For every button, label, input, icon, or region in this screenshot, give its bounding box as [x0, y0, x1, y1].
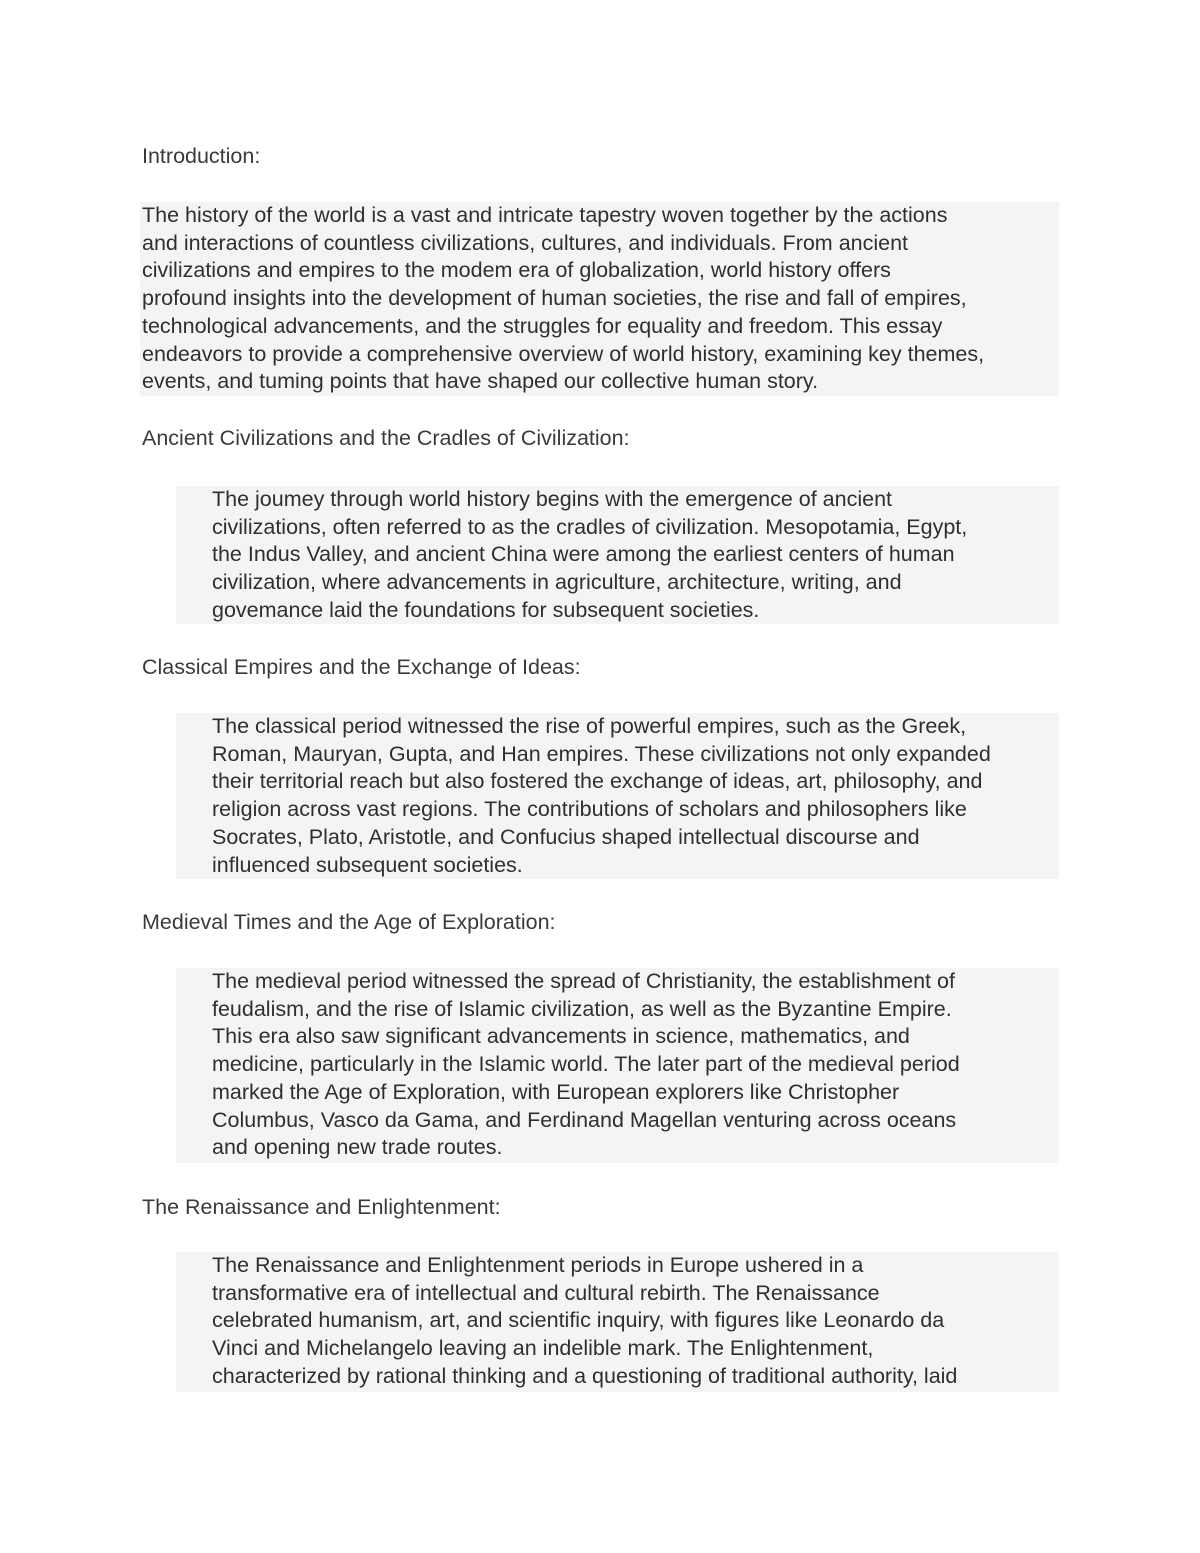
paragraph-line: celebrated humanism, art, and scientific inquiry, with figures like Leonardo da — [212, 1308, 945, 1333]
paragraph-line: Socrates, Plato, Aristotle, and Confucius shaped intellectual discourse and — [212, 824, 920, 849]
paragraph-line: civilizations, often referred to as the cradles of civilization. Mesopotamia, Egypt, — [212, 514, 968, 539]
paragraph-line: The Renaissance and Enlightenment periods in Europe ushered in a — [212, 1253, 864, 1277]
section-heading-introduction: Introduction: — [142, 144, 261, 168]
section-heading-ancient-civilizations: Ancient Civilizations and the Cradles of Civilization: — [142, 426, 630, 450]
paragraph-line: profound insights into the development of human societies, the rise and fall of empires, — [142, 286, 967, 311]
paragraph-line: endeavors to provide a comprehensive overview of world history, examining key themes, — [142, 341, 985, 366]
paragraph-line: Vinci and Michelangelo leaving an indelible mark. The Enlightenment, — [212, 1336, 874, 1361]
paragraph-line: The classical period witnessed the rise of powerful empires, such as the Greek, — [212, 714, 967, 738]
section-body-classical-empires — [176, 713, 1059, 879]
paragraph-line: and interactions of countless civilizations, cultures, and individuals. From ancient — [142, 230, 909, 255]
paragraph-line: civilizations and empires to the modem era of globalization, world history offers — [142, 258, 891, 283]
paragraph-line: The medieval period witnessed the spread of Christianity, the establishment of — [212, 969, 955, 993]
paragraph-line: feudalism, and the rise of Islamic civilization, as well as the Byzantine Empire. — [212, 996, 952, 1021]
paragraph-line: Columbus, Vasco da Gama, and Ferdinand Magellan venturing across oceans — [212, 1107, 957, 1132]
paragraph-line: characterized by rational thinking and a questioning of traditional authority, laid — [212, 1363, 958, 1388]
paragraph-line: The history of the world is a vast and intricate tapestry woven together by the actions — [142, 203, 948, 227]
paragraph-line: and opening new trade routes. — [212, 1135, 503, 1160]
paragraph-line: marked the Age of Exploration, with European explorers like Christopher — [212, 1079, 900, 1104]
paragraph-line: influenced subsequent societies. — [212, 852, 523, 877]
section-body-ancient-civilizations — [176, 486, 1059, 624]
paragraph-line: religion across vast regions. The contributions of scholars and philosophers like — [212, 797, 967, 822]
paragraph-line: civilization, where advancements in agriculture, architecture, writing, and — [212, 570, 902, 595]
section-heading-renaissance: The Renaissance and Enlightenment: — [142, 1195, 501, 1219]
paragraph-line: their territorial reach but also fostered the exchange of ideas, art, philosophy, and — [212, 769, 983, 794]
section-heading-classical-empires: Classical Empires and the Exchange of Ideas: — [142, 655, 581, 679]
paragraph-line: technological advancements, and the struggles for equality and freedom. This essay — [142, 313, 943, 338]
paragraph-line: This era also saw significant advancements in science, mathematics, and — [212, 1024, 910, 1049]
paragraph-line: medicine, particularly in the Islamic world. The later part of the medieval period — [212, 1052, 960, 1077]
section-body-medieval-times — [176, 968, 1059, 1163]
paragraph-line: the Indus Valley, and ancient China were among the earliest centers of human — [212, 542, 955, 567]
paragraph-line: events, and tuming points that have shaped our collective human story. — [142, 369, 819, 394]
section-body-introduction — [140, 202, 1059, 396]
section-body-renaissance — [176, 1252, 1059, 1392]
section-heading-medieval-times: Medieval Times and the Age of Exploration: — [142, 910, 556, 934]
paragraph-line: transformative era of intellectual and cultural rebirth. The Renaissance — [212, 1280, 880, 1305]
paragraph-line: The joumey through world history begins with the emergence of ancient — [212, 487, 893, 511]
paragraph-line: govemance laid the foundations for subsequent societies. — [212, 597, 760, 622]
paragraph-line: Roman, Mauryan, Gupta, and Han empires. These civilizations not only expanded — [212, 741, 991, 766]
